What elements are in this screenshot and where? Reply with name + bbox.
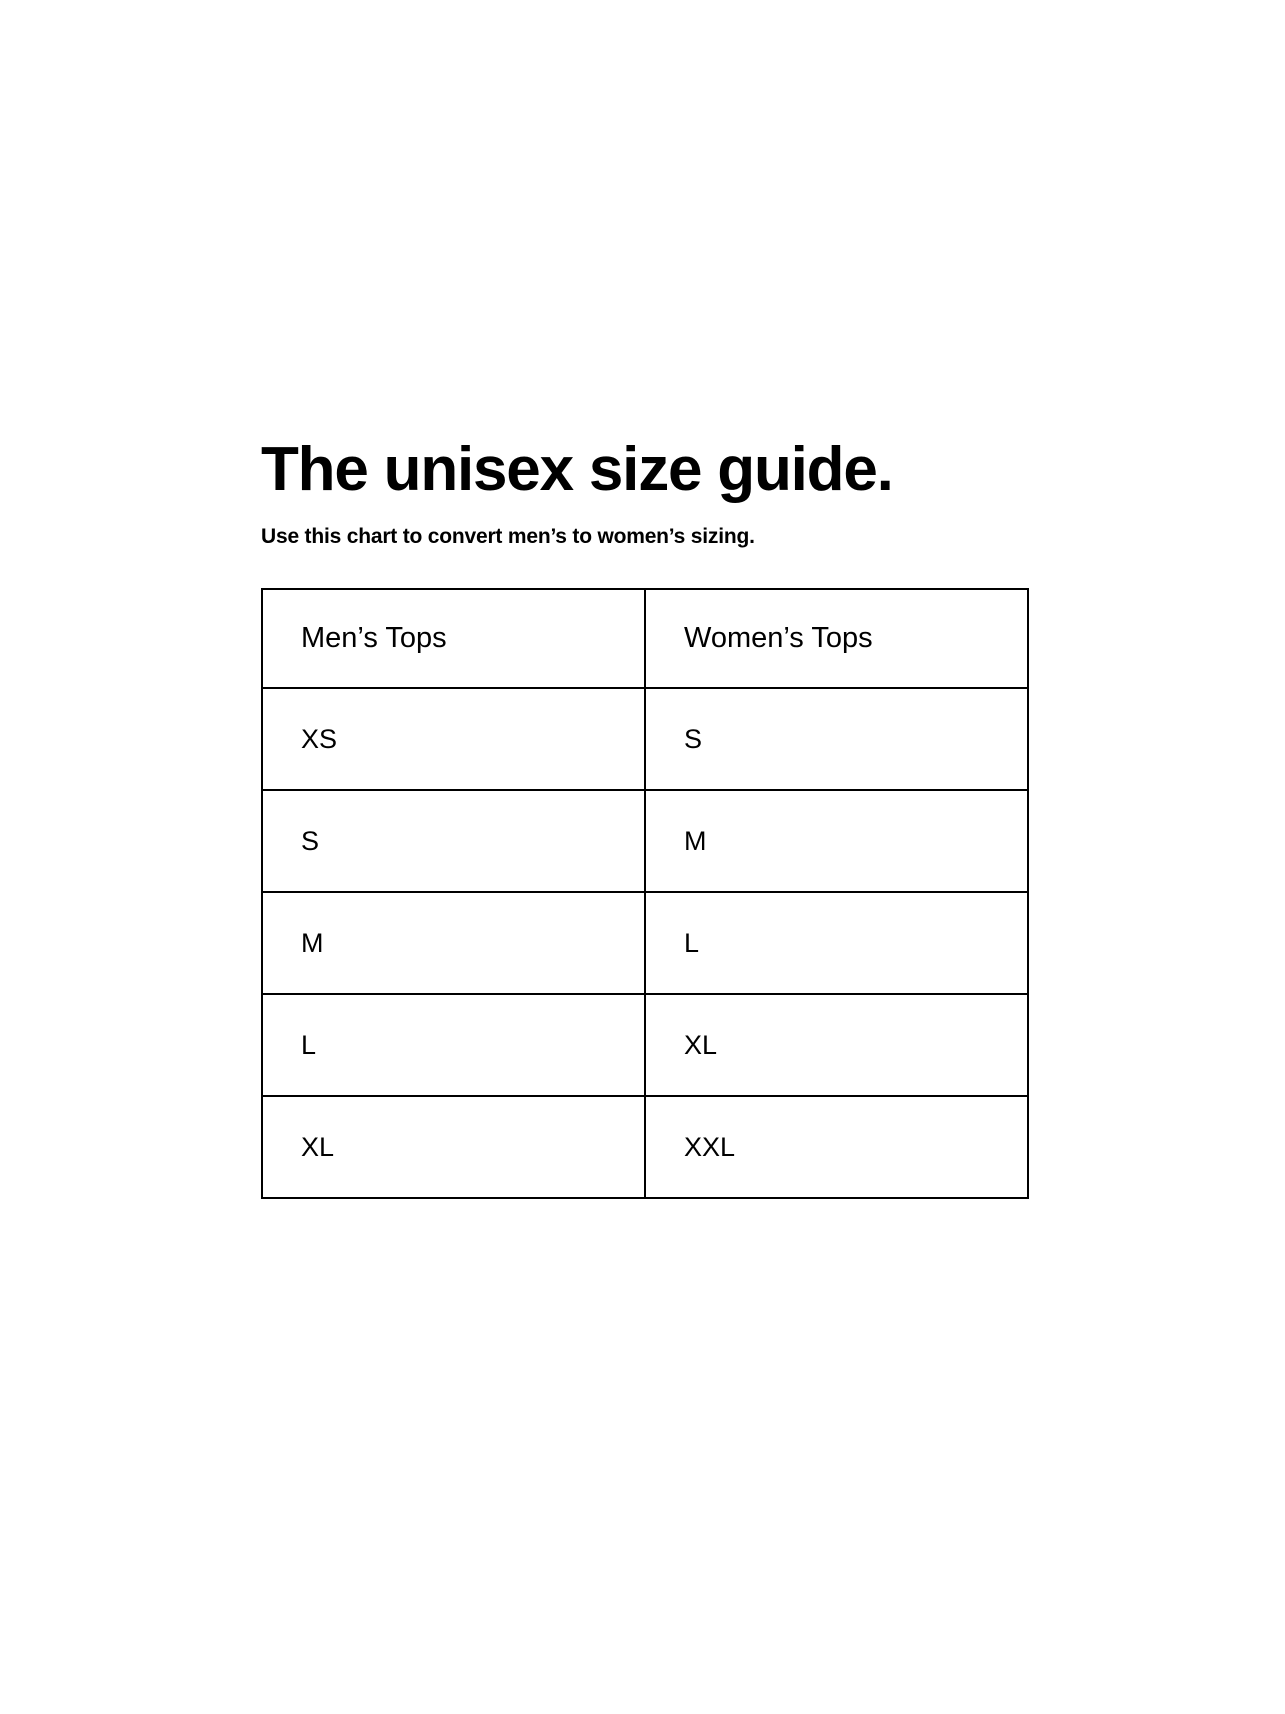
table-body (262, 688, 1028, 1198)
size-guide-content (261, 435, 1061, 1199)
cell-mens-size: M (262, 892, 645, 994)
cell-mens-size: L (262, 994, 645, 1096)
table-row (262, 892, 1028, 994)
cell-womens-size: L (645, 892, 1028, 994)
cell-womens-size: XL (645, 994, 1028, 1096)
page-title: The unisex size guide. (261, 435, 893, 504)
table-row (262, 790, 1028, 892)
column-header-womens-tops: Women’s Tops (645, 589, 1028, 688)
table-row (262, 1096, 1028, 1198)
cell-mens-size: XS (262, 688, 645, 790)
cell-womens-size: S (645, 688, 1028, 790)
cell-mens-size: S (262, 790, 645, 892)
table-header-row (262, 589, 1028, 688)
size-conversion-table (261, 588, 1029, 1199)
table-row (262, 994, 1028, 1096)
cell-mens-size: XL (262, 1096, 645, 1198)
table-row (262, 688, 1028, 790)
cell-womens-size: XXL (645, 1096, 1028, 1198)
column-header-mens-tops: Men’s Tops (262, 589, 645, 688)
cell-womens-size: M (645, 790, 1028, 892)
page-subtitle: Use this chart to convert men’s to women’s sizing. (261, 525, 755, 549)
table-header (262, 589, 1028, 688)
